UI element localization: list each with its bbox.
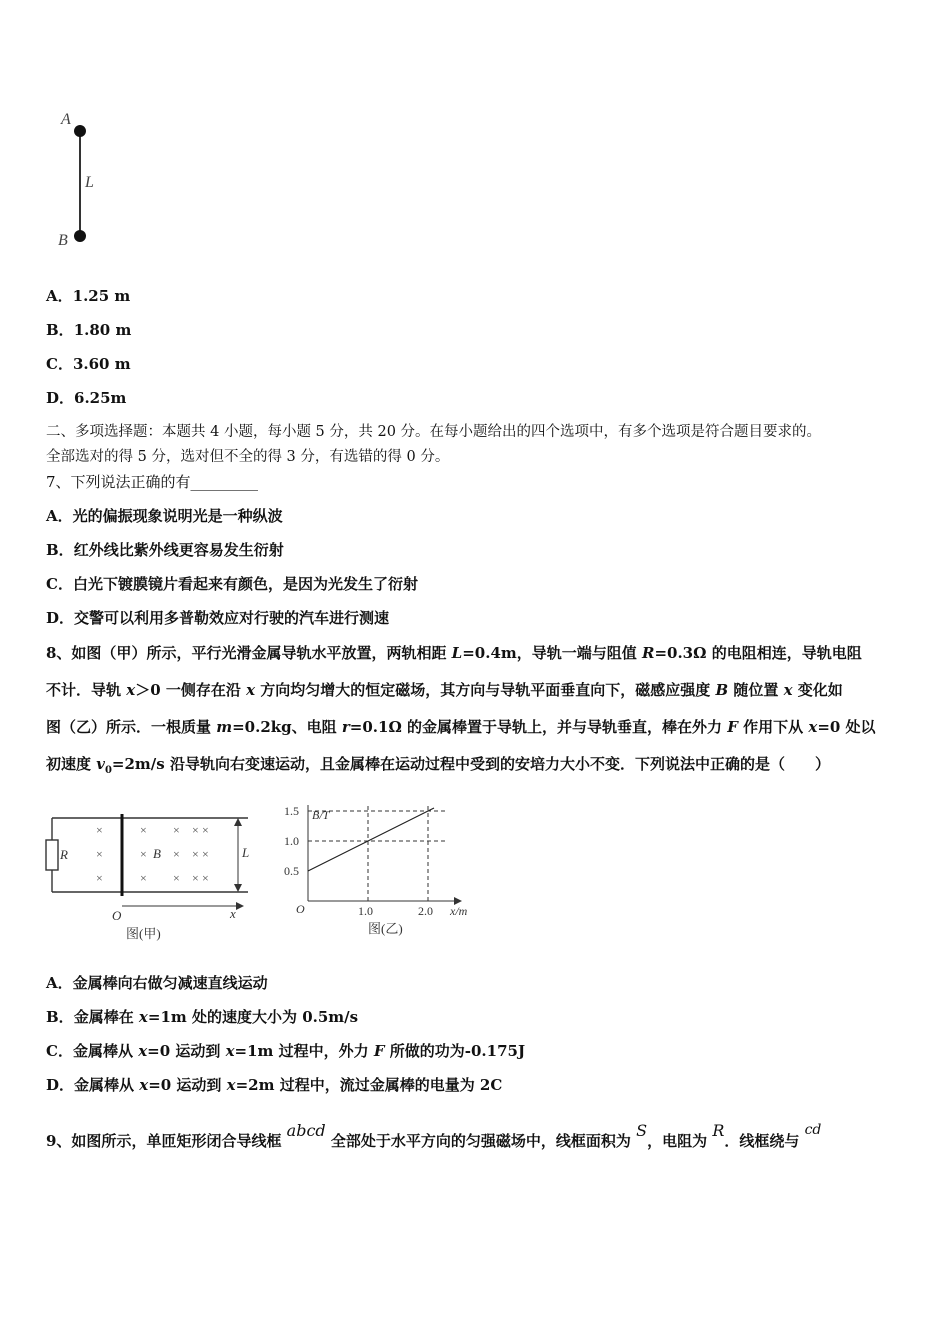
y-tick-label: 1.5 — [284, 805, 299, 818]
x-label: x — [230, 906, 236, 921]
cross-3: × — [96, 871, 103, 885]
y-axis-label: B/T — [312, 808, 330, 822]
cross-15: × — [202, 871, 209, 885]
cross-14: × — [202, 847, 209, 861]
q6-option-b[interactable]: B．1.80 m — [46, 321, 132, 339]
section2-line1: 二、多项选择题：本题共 4 小题，每小题 5 分，共 20 分。在每小题给出的四个选项中，有多个选项是符合题目要求的。 — [46, 424, 822, 440]
q6-option-d[interactable]: D．6.25m — [46, 389, 127, 407]
section2-line2: 全部选对的得 5 分，选对但不全的得 3 分，有选错的得 0 分。 — [46, 449, 450, 465]
cross-4: × — [140, 823, 147, 837]
q9-stem: 9、如图所示，单匝矩形闭合导线框 abcd 全部处于水平方向的匀强磁场中，线框面积为 S，电阻为 R．线框绕与 cd — [46, 1121, 822, 1150]
q8-stem-line4: 初速度 $v_0=2m/s$ 沿导轨向右变速运动，且金属棒在运动过程中受到的安培力大小不变．下列说法中正确的是（ ） — [46, 755, 830, 776]
cross-2: × — [96, 847, 103, 861]
cross-8: × — [173, 847, 180, 861]
chart-caption: 图(乙) — [368, 921, 403, 936]
dimension-arrow-up — [234, 818, 242, 826]
cross-5: × — [140, 847, 147, 861]
x-axis-arrow — [236, 902, 244, 910]
cross-12: × — [192, 871, 199, 885]
q7-option-d[interactable]: D．交警可以利用多普勒效应对行驶的汽车进行测速 — [46, 609, 390, 627]
figure-yi-chart — [282, 805, 492, 940]
q7-stem: 7、下列说法正确的有_________ — [46, 473, 259, 491]
q8-option-c[interactable]: C．金属棒从 x=0 运动到 x=1m 过程中，外力 F 所做的功为-0.175J — [46, 1042, 526, 1060]
resistor — [46, 840, 58, 870]
q8-option-b[interactable]: B．金属棒在 x=1m 处的速度大小为 0.5m/s — [46, 1008, 359, 1026]
q6-option-c[interactable]: C．3.60 m — [46, 355, 131, 373]
y-tick-label: 0.5 — [284, 864, 299, 878]
rod-figure — [50, 105, 120, 255]
y-tick-label: 1.0 — [284, 834, 299, 848]
x-tick-label: 2.0 — [418, 904, 433, 918]
label-a: A — [61, 111, 71, 128]
resistor-label: R — [60, 847, 68, 862]
dimension-label: L — [242, 845, 250, 860]
q8-stem-line3: 图（乙）所示．一根质量 m=0.2kg、电阻 r=0.1Ω 的金属棒置于导轨上，并与导轨垂直，棒在外力 F 作用下从 x=0 处以 — [46, 718, 876, 736]
origin-label: O — [112, 908, 122, 923]
label-b: B — [58, 232, 68, 249]
cross-7: × — [173, 823, 180, 837]
point-a — [74, 125, 86, 137]
cross-11: × — [192, 847, 199, 861]
origin-label: O — [296, 902, 305, 916]
q7-option-a[interactable]: A．光的偏振现象说明光是一种纵波 — [46, 507, 283, 525]
q8-stem-line1: 8、如图（甲）所示，平行光滑金属导轨水平放置，两轨相距 L=0.4m，导轨一端与阻值 R=0.3Ω 的电阻相连，导轨电阻 — [46, 644, 862, 662]
label-l: L — [85, 174, 94, 191]
point-b — [74, 230, 86, 242]
cross-1: × — [96, 823, 103, 837]
q8-option-a[interactable]: A．金属棒向右做匀减速直线运动 — [46, 974, 268, 992]
q7-option-c[interactable]: C．白光下镀膜镜片看起来有颜色，是因为光发生了衍射 — [46, 575, 418, 593]
q8-stem-line2: 不计．导轨 x＞0 一侧存在沿 x 方向均匀增大的恒定磁场，其方向与导轨平面垂直向下，磁感应强度 B 随位置 x 变化如 — [46, 681, 843, 699]
q7-option-b[interactable]: B．红外线比紫外线更容易发生衍射 — [46, 541, 284, 559]
cross-6: × — [140, 871, 147, 885]
caption-jia: 图(甲) — [126, 926, 161, 941]
cross-13: × — [202, 823, 209, 837]
x-axis-label: x/m — [450, 904, 468, 918]
dimension-arrow-down — [234, 884, 242, 892]
figure-jia — [40, 800, 260, 945]
cross-10: × — [192, 823, 199, 837]
x-tick-label: 1.0 — [358, 904, 373, 918]
q6-option-a[interactable]: A．1.25 m — [46, 287, 131, 305]
field-label: B — [153, 846, 161, 861]
cross-9: × — [173, 871, 180, 885]
q8-option-d[interactable]: D．金属棒从 x=0 运动到 x=2m 过程中，流过金属棒的电量为 2C — [46, 1076, 503, 1094]
